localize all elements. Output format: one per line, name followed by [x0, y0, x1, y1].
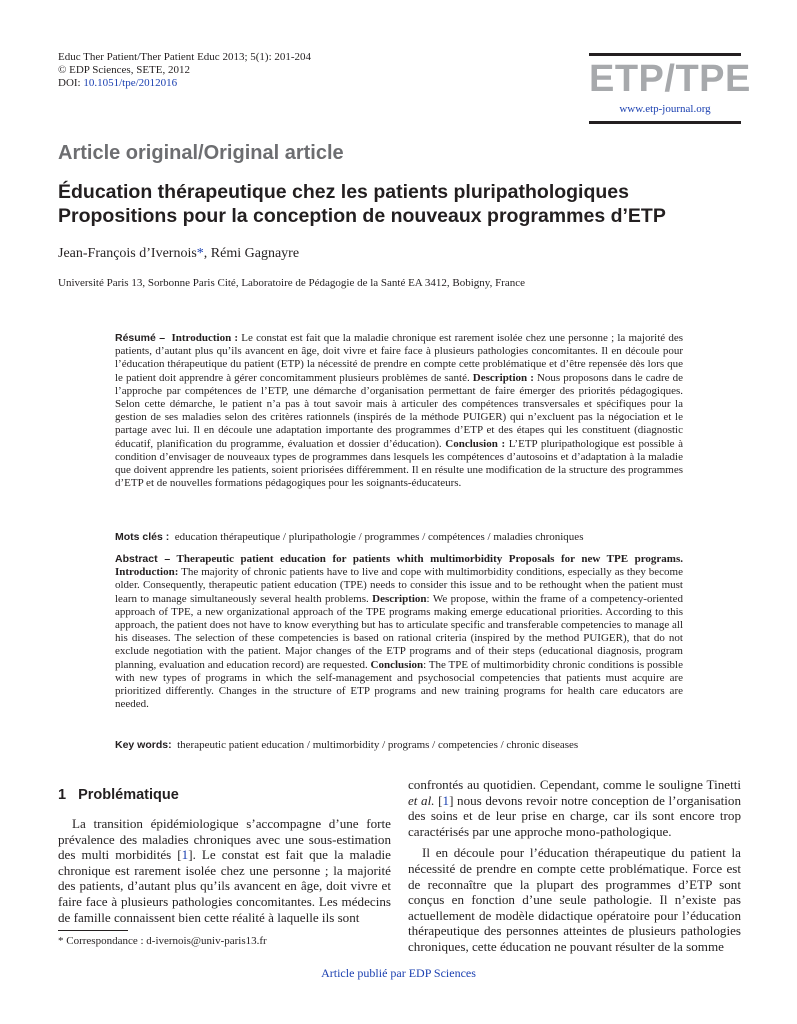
- correspondence-marker-link[interactable]: *: [196, 246, 204, 261]
- affiliation: Université Paris 13, Sorbonne Paris Cité, Laboratoire de Pédagogie de la Santé EA 3412, Bobigny, France: [58, 277, 525, 289]
- resume-intro-label: Introduction :: [171, 332, 239, 344]
- body-text: confrontés au quotidien. Cependant, comme le souligne Tinetti: [408, 777, 741, 792]
- footnote-text: Correspondance : d-ivernois@univ-paris13.fr: [63, 935, 267, 947]
- resume-conclusion-label: Conclusion :: [445, 437, 506, 450]
- doi-link[interactable]: 10.1051/tpe/2012016: [83, 77, 178, 89]
- abstract-description-text: : We propose, within the frame of a competency-oriented approach of TPE, a new organizational approach of the TPE programs making emerge educational priorities. According to this approach, the patient does not have to know everything but has to articulate specific and transferable competencies to manage all his diseases. The selection of these competencies is based on rational criteria (inspired by the method PUIGER), that do not exclude negotiation with the patient. Major changes of the ETP programs and of their steps (educational diagnosis, program planning, evaluation and education record) are requested.: [115, 592, 683, 671]
- authors: [58, 245, 299, 263]
- journal-meta: [58, 51, 311, 90]
- journal-website-link[interactable]: www.etp-journal.org: [619, 103, 711, 115]
- body-text: ] nous devons revoir notre conception de l’organisation des soins et de leur prise en charge, car ils sont encore trop caractérisés par une approche mono-pathologique.: [408, 792, 741, 839]
- abstract-label: Abstract –: [115, 553, 171, 565]
- resume-paragraph: [115, 332, 683, 490]
- author-separator: ,: [203, 246, 211, 261]
- journal-logo: [589, 53, 751, 124]
- body-text: La transition épidémiologique s’accompagne d’une forte prévalence des maladies chroniques avec une sous-estimation des multi morbidités [: [58, 816, 391, 863]
- mots-cles-text: education thérapeutique / pluripathologie / programmes / compétences / maladies chroniques: [174, 531, 584, 543]
- article-title: [58, 180, 758, 228]
- footnote-rule: [58, 930, 128, 931]
- body-paragraph: Il en découle pour l’éducation thérapeutique du patient la nécessité de prendre en compte cette problématique. Force est de reconnaître que la plupart des programmes d’ETP sont conçus en fonction d’une seule pathologie. Il n’existe pas actuellement de modèle didactique opératoire pour l’éducation thérapeutique des personnes atteintes de plusieurs pathologies chroniques, cette éducation ne pouvant résulter de la somme: [408, 845, 741, 954]
- title-line-2: Propositions pour la conception de nouveaux programmes d’ETP: [58, 205, 666, 227]
- citation-link[interactable]: 1: [442, 792, 450, 808]
- section-number: 1: [58, 787, 67, 803]
- mots-cles-label: Mots clés :: [115, 531, 170, 543]
- journal-citation: Educ Ther Patient/Ther Patient Educ 2013; 5(1): 201-204: [58, 51, 312, 63]
- logo-wordmark: ETP/TPE: [589, 58, 751, 100]
- logo-top-rule: [589, 53, 741, 56]
- author-1: Jean-François d’Ivernois: [58, 246, 197, 261]
- et-al: et al.: [408, 792, 435, 808]
- resume-description-text: Nous proposons dans le cadre de l’approche par compétences de l’ETP, une démarche d’organisation permettant de faire émerger des priorités pédagogiques. Selon cette démarche, le patient n’a pas à tout savoir mais à articuler des compétences transversales et spécifiques pour la gestion de ses maladies selon des critères rationnels (inspirés de la méthode PUIGER) qui n’excluent pas la négociation et le partage avec lui. Il en découle une adaptation importante des programmes d’ETP et des étapes qui les constituent (diagnostic éducatif, planification du programme, évaluation et dossier d’éducation).: [115, 371, 683, 450]
- key-words: [115, 739, 683, 752]
- resume-label: Résumé –: [115, 332, 166, 344]
- abstract-intro-label: Introduction:: [115, 566, 179, 579]
- resume-description-label: Description :: [472, 371, 534, 384]
- doi-line: [58, 77, 311, 90]
- publisher-footer: [0, 966, 797, 980]
- body-text: [: [434, 792, 443, 808]
- resume-intro-text: Le constat est fait que la maladie chronique est rarement isolée chez une personne ; la majorité des patients, d’autant plus qu’ils avancent en âge, doit vivre et faire face à plusieurs pathologies concomitantes. Il en découle pour l’éducation thérapeutique du patient (ETP) la nécessité de prendre en compte cette problématique et d’être repensée dès lors que le patient doit apprendre à gérer concomitamment plusieurs problèmes de santé.: [115, 332, 683, 384]
- copyright-line: © EDP Sciences, SETE, 2012: [58, 64, 190, 76]
- body-text: ]. Le constat est fait que la maladie chronique est rarement isolée chez une personne ; la majorité des patients, d’autant plus qu’ils avancent en âge, doit vivre et faire face à plusieurs pathologies concomitantes. Les médecins de famille connaissent bien cette réalité à laquelle ils sont: [58, 847, 391, 925]
- author-2: Rémi Gagnayre: [210, 246, 300, 261]
- abstract-description-label: Description: [368, 592, 427, 605]
- publisher-link[interactable]: Article publié par EDP Sciences: [321, 966, 476, 980]
- abstract-title: Therapeutic patient education for patients whith multimorbidity Proposals for new TPE programs.: [170, 553, 683, 565]
- abstract-conclusion-text: : The TPE of multimorbidity chronic conditions is possible with new types of programs in which the self-management and psychosocial competencies that patients must acquire are prioritized differently. Changes in the structure of ETP programs and new training programs for health care educators are needed.: [115, 658, 684, 711]
- title-line-1: Éducation thérapeutique chez les patients pluripathologiques: [58, 181, 629, 203]
- abstract-intro-text: The majority of chronic patients have to live and cope with multimorbidity conditions, especially as they become older. Consequently, therapeutic patient education (TPE) needs to consider this issue and to be rethought when the patient must learn to manage simultaneously several health problems.: [115, 566, 683, 605]
- logo-bottom-rule: [589, 121, 741, 124]
- body-paragraph: [58, 816, 391, 925]
- mots-cles: [115, 531, 683, 544]
- key-words-text: therapeutic patient education / multimorbidity / programs / competencies / chronic diseases: [177, 739, 579, 751]
- right-column: [408, 777, 741, 955]
- article-type: Article original/Original article: [58, 142, 344, 164]
- left-column: [58, 816, 391, 925]
- resume-conclusion-text: L’ETP pluripathologique est possible à condition d’envisager de nouveaux types de programmes dans lesquels les compétences d’autosoins et d’adaptation à la maladie que doivent apprendre les patients, soient priorisées différemment. Il en résulte une modification de la structure des programmes d’ETP et de nouvelles formations pédagogiques pour les soignants-éducateurs.: [115, 437, 684, 490]
- footnote-marker: *: [58, 935, 64, 947]
- body-paragraph: [408, 777, 741, 839]
- citation-link[interactable]: 1: [181, 847, 189, 863]
- abstract-conclusion-label: Conclusion: [367, 658, 424, 671]
- abstract-paragraph: [115, 553, 683, 711]
- key-words-label: Key words:: [115, 739, 172, 751]
- doi-label: DOI:: [58, 77, 84, 89]
- footnote: [58, 935, 267, 948]
- section-heading: [58, 786, 179, 804]
- section-title: Problématique: [78, 787, 179, 803]
